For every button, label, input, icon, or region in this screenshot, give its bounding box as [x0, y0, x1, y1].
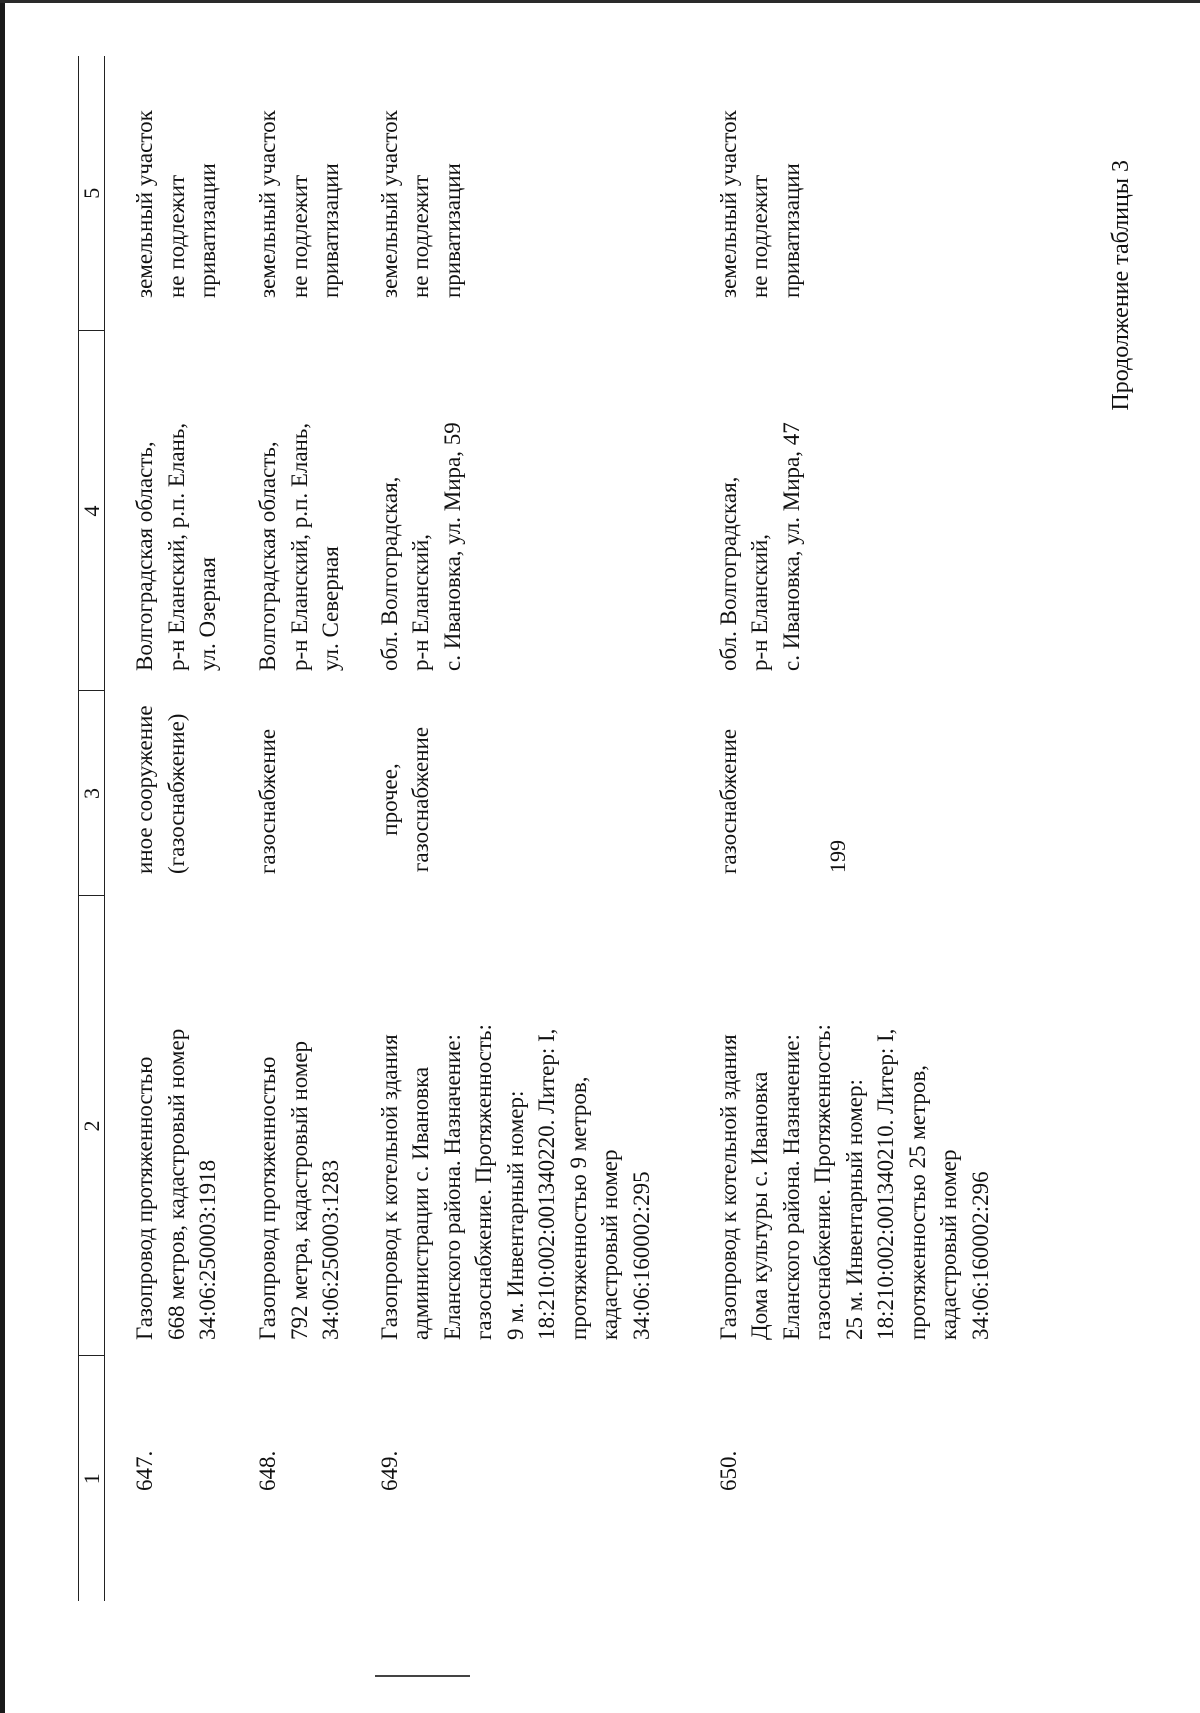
continuation-label: Продолжение таблицы 3	[1108, 160, 1134, 411]
property-table	[78, 56, 1003, 1601]
table-row	[684, 56, 1003, 1601]
column-number: 1	[79, 1356, 105, 1601]
object-note: земельный участок не подлежит приватизации	[715, 110, 804, 298]
row-number: 647.	[132, 1450, 157, 1491]
column-number: 4	[79, 331, 105, 691]
object-description: Газопровод протяженностью 792 метра, кадастровый номер 34:06:250003:1283	[255, 1040, 343, 1340]
object-type: газоснабжение	[715, 728, 741, 874]
table-row	[105, 56, 226, 1601]
table-row	[225, 56, 347, 1601]
object-description: Газопровод к котельной здания администрации с. Ивановка Еланского района. Назначение: газоснабжение. Протяженность: 9 м. Инвентарный номер: 18:210:002:001340220. Литер: I, протяженностью 9 метров, кадастровый номер 34:06:160002:295	[376, 1024, 654, 1340]
object-description: Газопровод протяженностью 668 метров, кадастровый номер 34:06:250003:1918	[132, 1028, 220, 1340]
column-number: 3	[79, 691, 105, 896]
object-address: обл. Волгоградская, р-н Еланский, с. Ивановка, ул. Мира, 47	[715, 422, 804, 671]
object-type: газоснабжение	[255, 728, 280, 874]
object-description: Газопровод к котельной здания Дома культуры с. Ивановка Еланского района. Назначение: газоснабжение. Протяженность: 25 м. Инвентарный номер: 18:210:002:001340210. Литер: I, протяженностью 25 метров, кадастровый номер 34:06:160002:296	[715, 1024, 993, 1340]
column-number: 5	[79, 56, 105, 331]
column-number: 2	[79, 896, 105, 1356]
object-type: прочее, газоснабжение	[376, 726, 433, 873]
object-note: земельный участок не подлежит приватизации	[376, 110, 465, 298]
row-number: 650.	[715, 1450, 741, 1491]
row-number: 649.	[376, 1450, 402, 1491]
object-note: земельный участок не подлежит приватизации	[255, 110, 343, 298]
object-address: обл. Волгоградская, р-н Еланский, с. Ивановка, ул. Мира, 59	[376, 422, 465, 671]
page-number: 199	[825, 840, 850, 873]
row-number: 648.	[255, 1450, 280, 1491]
table-row	[347, 56, 684, 1601]
object-type: иное сооружение (газоснабжение)	[132, 705, 189, 874]
object-address: Волгоградская область, р-н Еланский, р.п. Елань, ул. Северная	[255, 422, 343, 671]
object-note: земельный участок не подлежит приватизации	[132, 110, 220, 298]
column-number-row	[79, 56, 105, 1601]
object-address: Волгоградская область, р-н Еланский, р.п. Елань, ул. Озерная	[132, 422, 220, 671]
